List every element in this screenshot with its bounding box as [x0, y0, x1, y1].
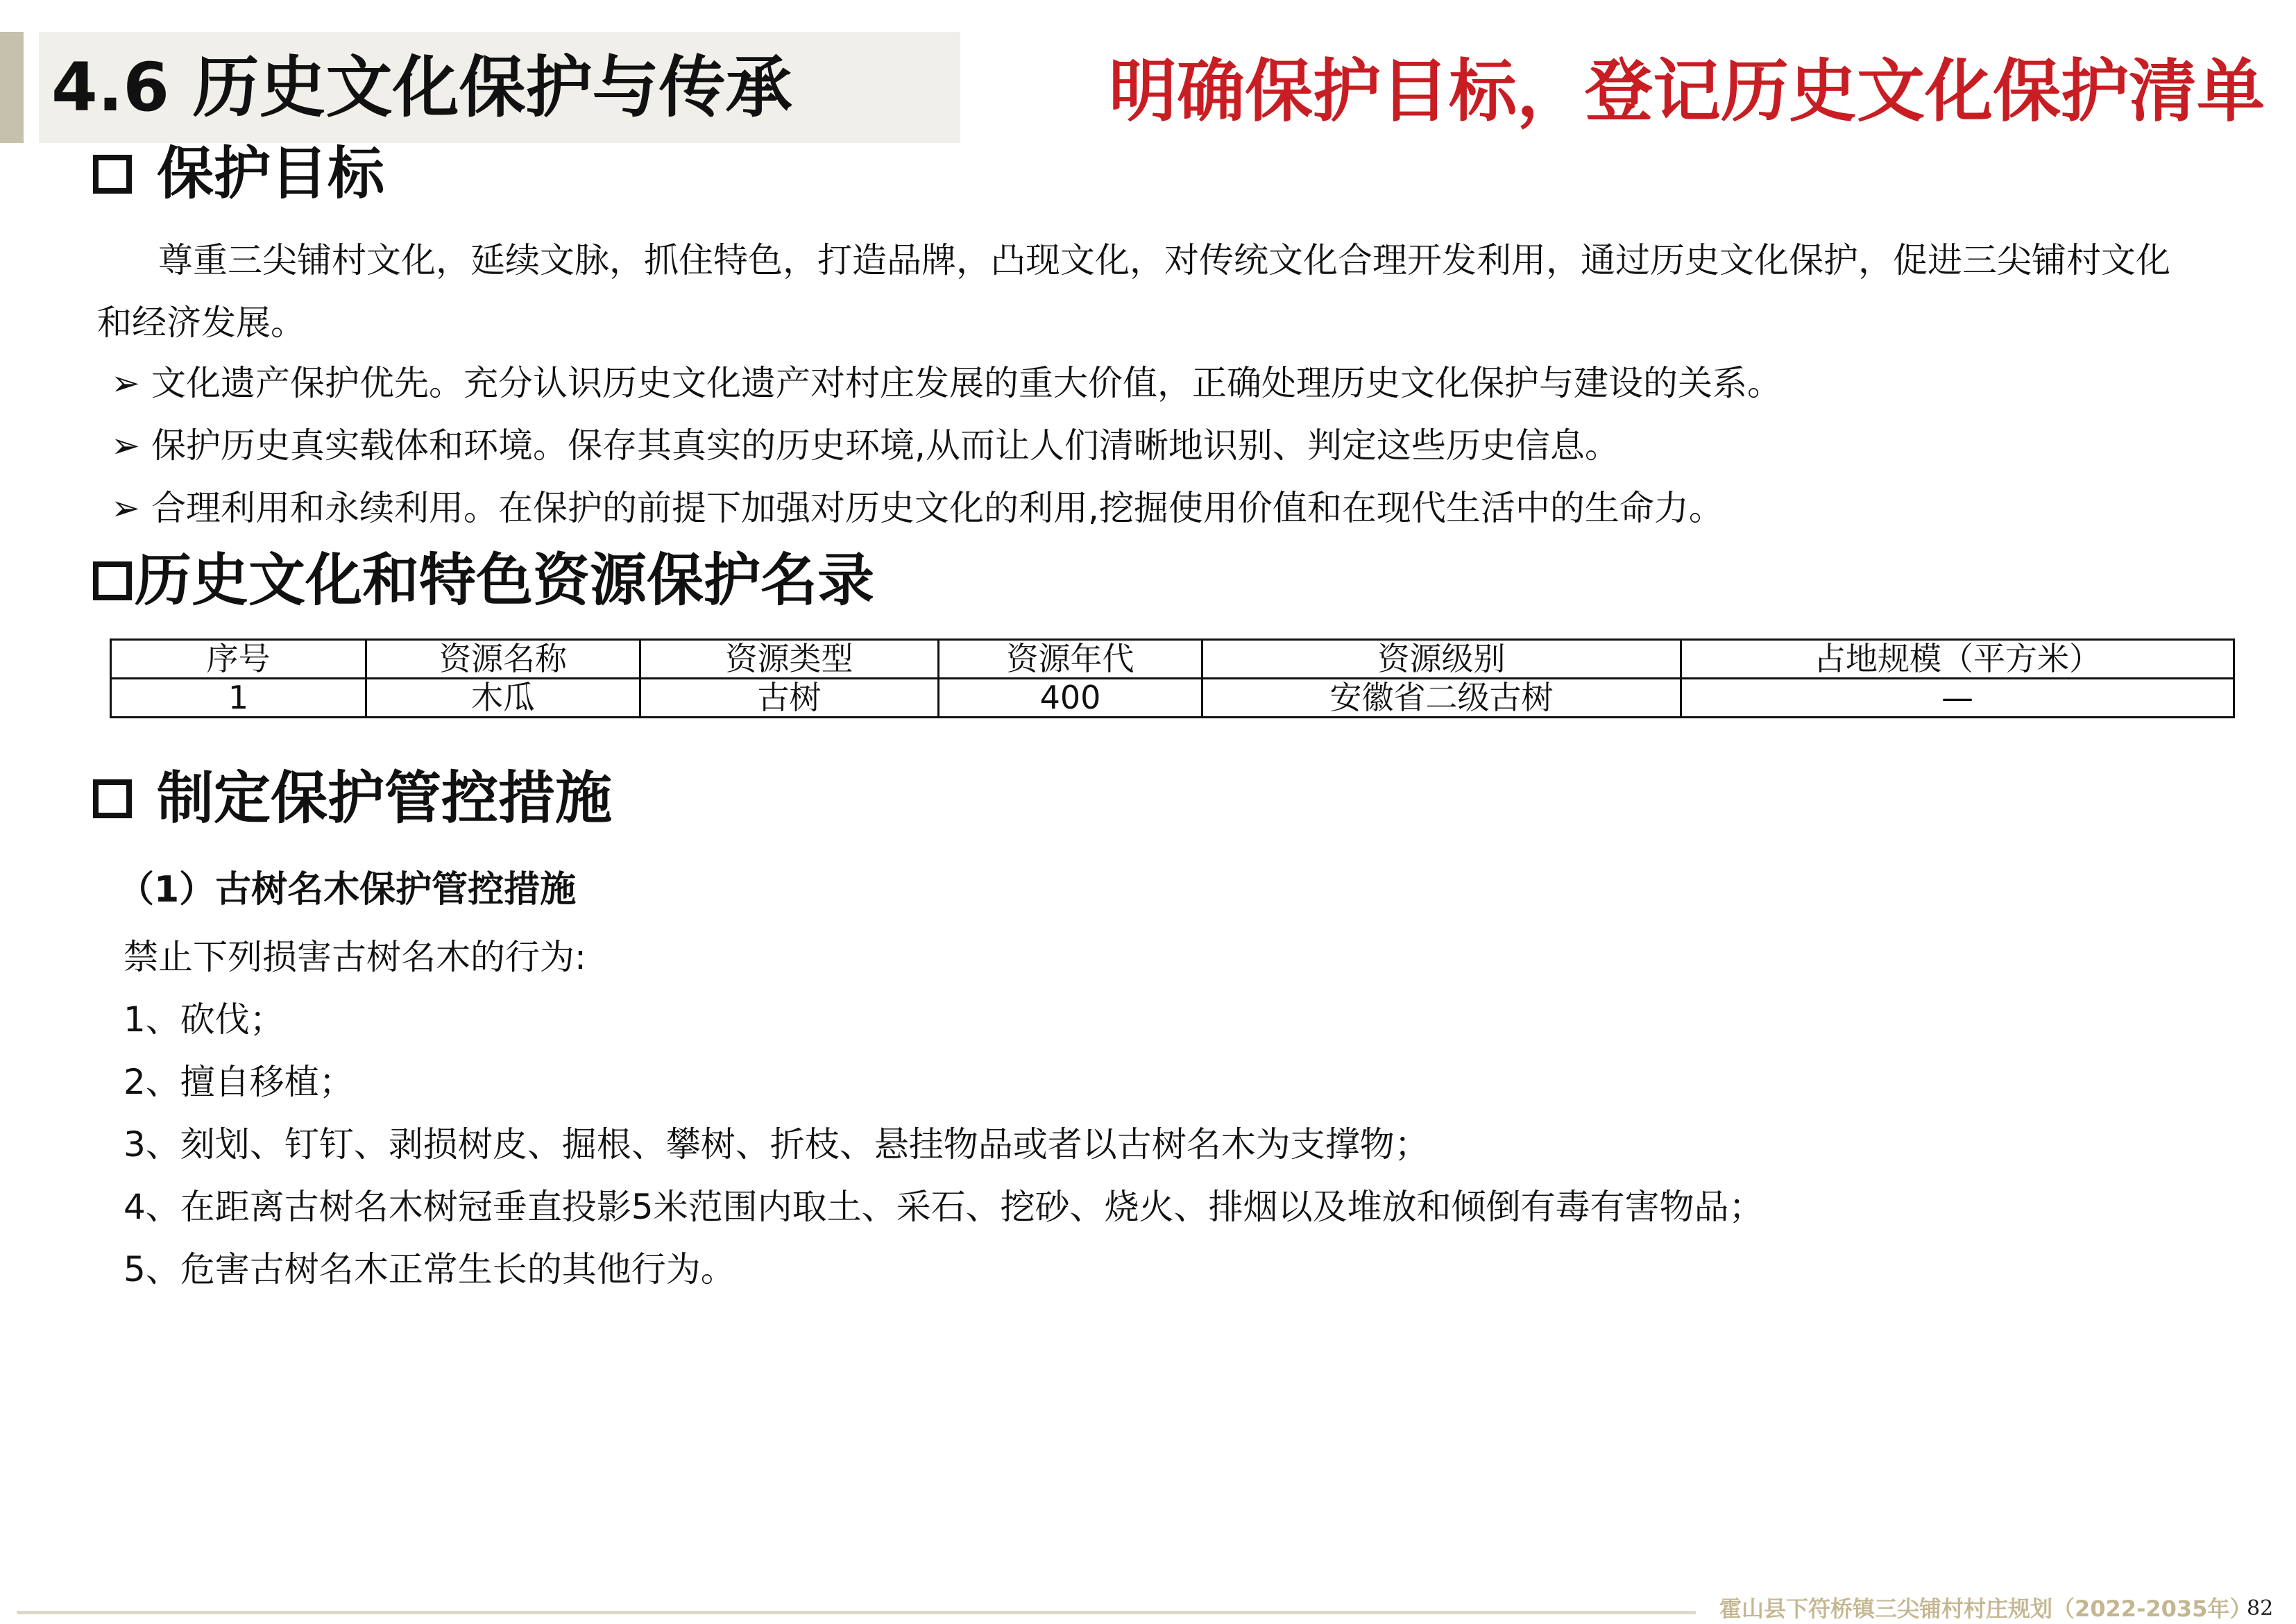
column-header-area: 占地规模（平方米） — [1681, 640, 2234, 679]
table-cell: 400 — [939, 679, 1202, 718]
list-item: 2、擅自移植； — [124, 1062, 354, 1102]
header-accent-bar — [0, 32, 24, 143]
list-item: 3、刻划、钉钉、剥损树皮、掘根、攀树、折枝、悬挂物品或者以古树名木为支撑物； — [124, 1124, 1429, 1165]
subheading-tree-protection: （1）古树名木保护管控措施 — [118, 869, 577, 911]
column-header-age: 资源年代 — [939, 640, 1202, 679]
bullet-text: 保护历史真实载体和环境。保存其真实的历史环境,从而让人们清晰地识别、判定这些历史信息。 — [151, 425, 1619, 466]
intro-paragraph-line-2: 和经济发展。 — [97, 303, 305, 343]
column-header-name: 资源名称 — [366, 640, 640, 679]
intro-paragraph-line-1: 尊重三尖铺村文化，延续文脉，抓住特色，打造品牌，凸现文化，对传统文化合理开发利用，通过历史文化保护，促进三尖铺村文化 — [158, 240, 2170, 280]
table-header-row — [111, 640, 2234, 679]
bullet-item — [111, 477, 1724, 539]
footer-project-title: 霍山县下符桥镇三尖铺村村庄规划（2022-2035年） — [1719, 1596, 2252, 1622]
section-heading-text: 历史文化和特色资源保护名录 — [135, 548, 875, 614]
table-cell: 1 — [111, 679, 366, 718]
arrow-bullet-icon: ➢ — [111, 363, 140, 403]
section-heading-protection-goals — [93, 136, 384, 212]
section-heading-text: 制定保护管控措施 — [157, 766, 613, 831]
list-item: 1、砍伐； — [124, 999, 284, 1040]
bullet-item — [111, 414, 1619, 477]
column-header-index: 序号 — [111, 640, 366, 679]
resource-table — [110, 638, 2235, 718]
column-header-type: 资源类型 — [640, 640, 939, 679]
column-header-level: 资源级别 — [1202, 640, 1681, 679]
list-item: 5、危害古树名木正常生长的其他行为。 — [124, 1249, 735, 1289]
page-number: 82 — [2247, 1596, 2274, 1621]
page-slogan: 明确保护目标，登记历史文化保护清单 — [1109, 52, 2265, 131]
page-title: 4.6 历史文化保护与传承 — [51, 49, 792, 126]
checkbox-square-icon — [93, 779, 132, 818]
checkbox-square-icon — [93, 155, 132, 194]
section-heading-text: 保护目标 — [157, 141, 385, 207]
prohibition-lead: 禁止下列损害古树名木的行为: — [124, 937, 586, 977]
section-heading-resource-list — [93, 543, 874, 619]
table-row — [111, 679, 2234, 718]
table-cell: — — [1681, 679, 2234, 718]
bullet-item — [111, 352, 1782, 414]
table-cell: 安徽省二级古树 — [1202, 679, 1681, 718]
bullet-text: 文化遗产保护优先。充分认识历史文化遗产对村庄发展的重大价值，正确处理历史文化保护与建设的关系。 — [151, 363, 1782, 403]
arrow-bullet-icon: ➢ — [111, 488, 140, 528]
checkbox-square-icon — [93, 561, 132, 600]
list-item: 4、在距离古树名木树冠垂直投影5米范围内取土、采石、挖砂、烧火、排烟以及堆放和倾倒有毒有害物品； — [124, 1187, 1764, 1227]
table-cell: 古树 — [640, 679, 939, 718]
section-heading-control-measures — [93, 761, 612, 837]
arrow-bullet-icon: ➢ — [111, 425, 140, 466]
table-cell: 木瓜 — [366, 679, 640, 718]
footer-divider — [17, 1611, 1696, 1614]
bullet-text: 合理利用和永续利用。在保护的前提下加强对历史文化的利用,挖掘使用价值和在现代生活中的生命力。 — [151, 488, 1724, 528]
